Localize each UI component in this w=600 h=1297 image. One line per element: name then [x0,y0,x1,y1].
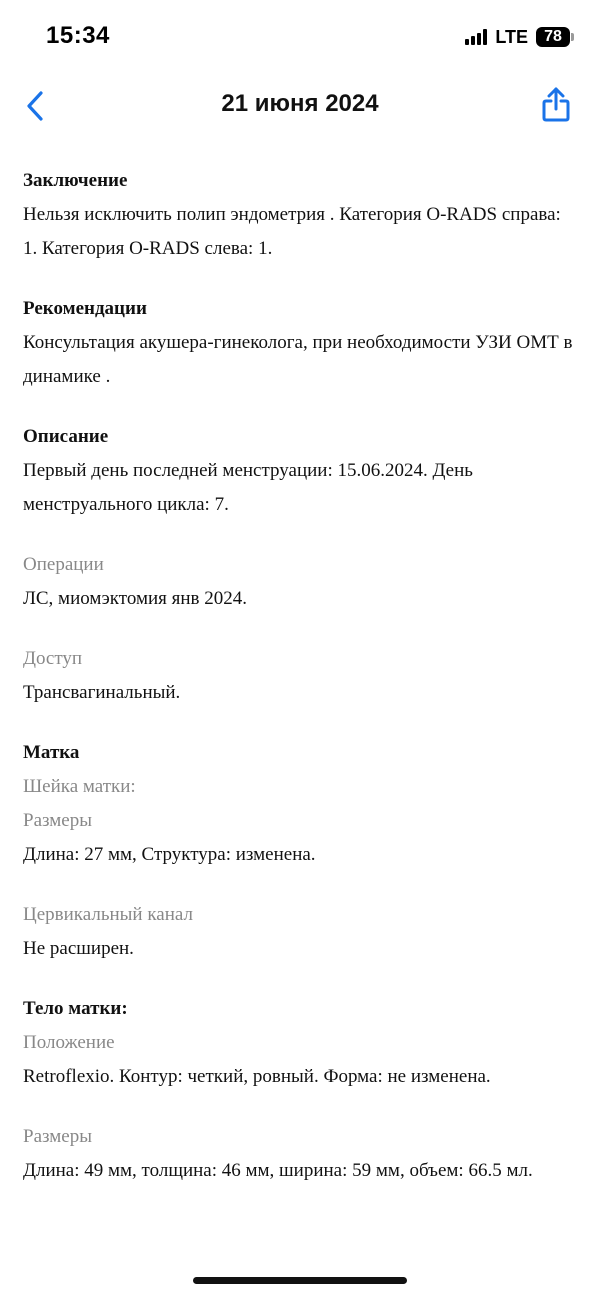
status-time: 15:34 [46,22,110,49]
cervix-label: Шейка матки: [23,776,136,797]
signal-icon [465,29,487,45]
recommendations-text: Консультация акушера-гинеколога, при необходимости УЗИ ОМТ в динамике . [23,332,573,387]
cervical-canal-text: Не расширен. [23,938,134,959]
uterus-body-size-label: Размеры [23,1126,92,1147]
share-button[interactable] [536,84,576,126]
uterus-heading: Матка [23,742,80,763]
page-title: 21 июня 2024 [221,90,379,117]
status-indicators [465,26,570,48]
recommendations-section [23,292,577,394]
operations-section [23,548,577,616]
cervical-canal-section [23,898,577,966]
report-content [23,164,577,1188]
uterus-body-heading: Тело матки: [23,998,128,1019]
conclusion-text: Нельзя исключить полип эндометрия . Категория O-RADS справа: 1. Категория O-RADS слева: 1. [23,204,561,259]
uterus-section [23,736,577,872]
battery-icon [536,27,570,47]
navigation-bar [0,76,600,138]
recommendations-heading: Рекомендации [23,298,147,319]
access-text: Трансвагинальный. [23,682,181,703]
battery-level: 78 [544,28,562,45]
uterus-position-label: Положение [23,1032,115,1053]
status-bar [0,0,600,76]
description-text: Первый день последней менструации: 15.06.2024. День менструального цикла: 7. [23,460,473,515]
cervical-canal-label: Цервикальный канал [23,904,193,925]
uterus-body-size-section [23,1120,577,1188]
uterus-body-section [23,992,577,1094]
description-heading: Описание [23,426,109,447]
cervix-size-label: Размеры [23,810,92,831]
operations-label: Операции [23,554,104,575]
home-indicator[interactable] [193,1277,407,1284]
access-label: Доступ [23,648,83,669]
access-section [23,642,577,710]
uterus-body-size-text: Длина: 49 мм, толщина: 46 мм, ширина: 59 мм, объем: 66.5 мл. [23,1160,533,1181]
conclusion-section [23,164,577,266]
description-section [23,420,577,522]
network-label: LTE [495,26,528,47]
share-icon [541,87,571,123]
cervix-size-text: Длина: 27 мм, Структура: изменена. [23,844,316,865]
conclusion-heading: Заключение [23,170,128,191]
uterus-position-text: Retroflexio. Контур: четкий, ровный. Форма: не изменена. [23,1066,491,1087]
operations-text: ЛС, миомэктомия янв 2024. [23,588,248,609]
